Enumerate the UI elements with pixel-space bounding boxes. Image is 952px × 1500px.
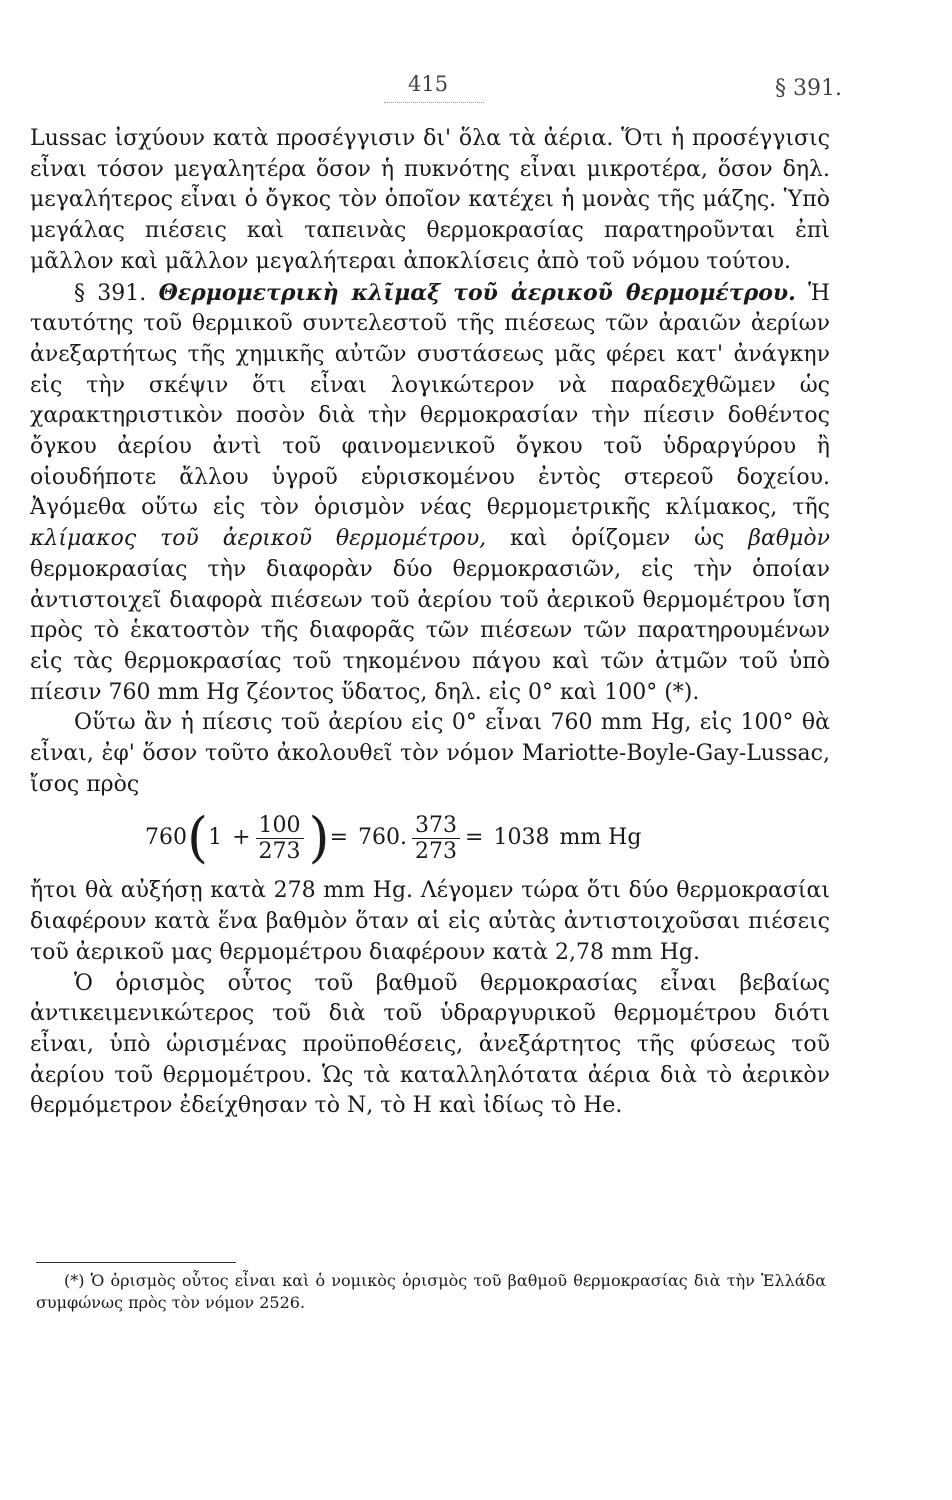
fraction-denominator: 273 <box>258 838 301 864</box>
paragraph-4: ἤτοι θὰ αὐξήσῃ κατὰ 278 mm Hg. Λέγομεν τώρα ὅτι δύο θερμοκρασίαι διαφέρουν κατὰ ἕνα βαθμὸν ὅταν αἱ εἰς αὐτὰς ἀντιστοιχοῦσαι πιέσεις τοῦ ἀερικοῦ μας θερμομέτρου διαφέρουν κατὰ 2,78 mm Hg. <box>30 878 830 965</box>
header-rule <box>384 102 484 103</box>
fraction-numerator: 100 <box>256 813 304 839</box>
formula-base-2: 760 <box>358 825 401 851</box>
degree-italic: βαθμὸν <box>748 526 831 552</box>
paragraph-5: Ὁ ὁρισμὸς οὗτος τοῦ βαθμοῦ θερμοκρασίας εἶναι βεβαίως ἀντικειμενικώτερος τοῦ διὰ τοῦ ὑδραργυρικοῦ θερμομέτρου διότι εἶναι, ὑπὸ ὡρισμένας προϋποθέσεις, ἀνεξάρτητος τῆς φύσεως τοῦ ἀερίου τοῦ θερμομέτρου. Ὡς τὰ καταλληλότατα ἀέρια διὰ τὸ ἀερικὸν θερμόμετρον ἐδείχθησαν τὸ Ν, τὸ Η καὶ ἰδίως τὸ He. <box>30 970 830 1119</box>
formula-plus: + <box>232 825 251 851</box>
fraction-373-273 <box>412 813 460 865</box>
page-header <box>0 70 952 110</box>
formula-base: 760 <box>145 825 187 851</box>
section-title: Θερμομετρικὴ κλῖμαξ τοῦ ἀερικοῦ θερμομέτρου. <box>158 279 796 306</box>
footnote: (*) Ὁ ὁρισμὸς οὗτος εἶναι καὶ ὁ νομικὸς ὁρισμὸς τοῦ βαθμοῦ θερμοκρασίας διὰ τὴν Ἑλλάδα συμφώνως πρὸς τὸν νόμον 2526. <box>36 1271 826 1312</box>
footnote-rule <box>36 1262 236 1263</box>
formula-one: 1 <box>208 825 223 851</box>
paragraph-3: Οὕτω ἂν ἡ πίεσις τοῦ ἀερίου εἰς 0° εἶναι 760 mm Hg, εἰς 100° θὰ εἶναι, ἐφ' ὅσον τοῦτο ἀκολουθεῖ τὸν νόμον Mariotte-Boyle-Gay-Lussac, ἴσος πρὸς <box>30 710 830 797</box>
section-number: § 391. <box>74 280 147 306</box>
scale-definition-italic: κλίμακος τοῦ ἀερικοῦ θερμομέτρου, <box>30 526 487 552</box>
fraction-100-273 <box>256 813 304 865</box>
section-391-paragraph <box>30 278 830 709</box>
section-reference: § 391. <box>775 76 842 101</box>
right-paren: ) <box>308 806 330 870</box>
formula-unit: mm Hg <box>559 825 642 851</box>
formula-result: 1038 <box>493 825 550 851</box>
fraction-numerator-2: 373 <box>412 813 460 839</box>
page-number: 415 <box>408 72 449 96</box>
formula-equals: = <box>329 825 349 851</box>
section-text-mid: καὶ ὁρίζομεν ὡς <box>510 526 725 552</box>
paragraph-1: Lussac ἰσχύουν κατὰ προσέγγισιν δι' ὅλα τὰ ἀέρια. Ὅτι ἡ προσέγγισις εἶναι τόσον μεγαλητέρα ὅσον ἡ πυκνότης εἶναι μικροτέρα, ὅσον δηλ. μεγαλήτερος εἶναι ὁ ὄγκος τὸν ὁποῖον κατέχει ἡ μονὰς τῆς μάζης. Ὑπὸ μεγάλας πιέσεις καὶ ταπεινὰς θερμοκρασίας παρατηροῦνται ἐπὶ μᾶλλον καὶ μᾶλλον μεγαλήτεραι ἀποκλίσεις ἀπὸ τοῦ νόμου τούτου. <box>30 126 830 274</box>
section-text: Ἡ ταυτότης τοῦ θερμικοῦ συντελεστοῦ τῆς πιέσεως τῶν ἀραιῶν ἀερίων ἀνεξαρτήτως τῆς χημικῆς αὐτῶν συστάσεως μᾶς φέρει κατ' ἀνάγκην εἰς τὴν σκέψιν ὅτι εἶναι λογικώτερον νὰ παραδεχθῶμεν ὡς χαρακτηριστικὸν ποσὸν διὰ τὴν θερμοκρασίαν τὴν πίεσιν δοθέντος ὄγκου ἀερίου ἀντὶ τοῦ φαινομενικοῦ ὄγκου τοῦ ὑδραργύρου ἢ οἱουδήποτε ἄλλου ὑγροῦ εὑρισκομένου ἐντὸς στερεοῦ δοχείου. Ἀγόμεθα οὕτω εἰς τὸν ὁρισμὸν νέας θερμομετρικῆς κλίμακος, τῆς <box>30 280 830 521</box>
formula-approx: = <box>465 825 484 851</box>
equation <box>30 800 830 876</box>
formula-dot: . <box>400 825 408 851</box>
page-body <box>30 124 830 1122</box>
left-paren: ( <box>187 806 209 870</box>
section-text-end: θερμοκρασίας τὴν διαφορὰν δύο θερμοκρασιῶν, εἰς τὴν ὁποίαν ἀντιστοιχεῖ διαφορὰ πιέσεων τοῦ ἀερίου τοῦ ἀερικοῦ θερμομέτρου ἴση πρὸς τὸ ἑκατοστὸν τῆς διαφορᾶς τῶν πιέσεων τῶν παρατηρουμένων εἰς τὰς θερμοκρασίας τοῦ τηκομένου πάγου καὶ τῶν ἀτμῶν τοῦ ὑπὸ πίεσιν 760 mm Hg ζέοντος ὕδατος, δηλ. εἰς 0° καὶ 100° (*). <box>30 556 830 705</box>
fraction-denominator-2: 273 <box>415 838 458 864</box>
